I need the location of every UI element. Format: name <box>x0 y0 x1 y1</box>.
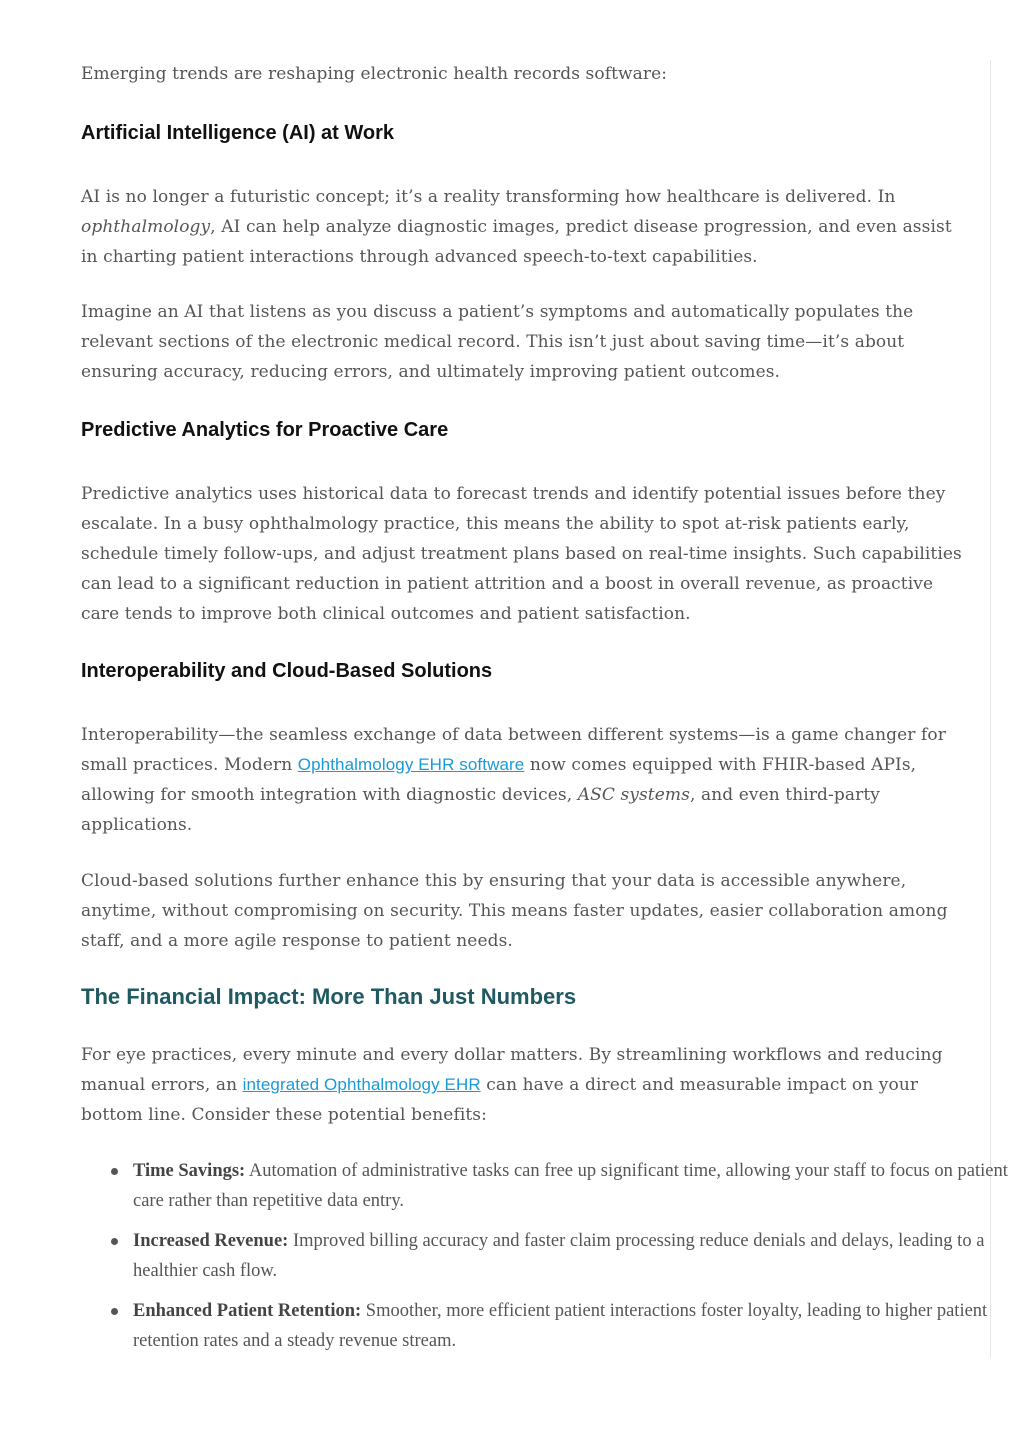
interop-p1-text-cont: now comes equipped with FHIR-based APIs, allowing for smooth integration with diagnostic devices, <box>81 755 917 805</box>
ai-p1-text: AI is no longer a futuristic concept; it’s a reality transforming how healthcare is delivered. In <box>81 187 896 207</box>
benefit-label: Enhanced Patient Retention: <box>133 1301 362 1321</box>
benefit-label: Time Savings: <box>133 1161 246 1181</box>
heading-financial: The Financial Impact: More Than Just Numbers <box>81 984 577 1009</box>
benefit-text: Automation of administrative tasks can free up significant time, allowing your staff to focus on patient care rather than repetitive data entry. <box>133 1161 1008 1211</box>
benefits-list <box>81 1156 1019 1366</box>
ai-p1-text-cont: , AI can help analyze diagnostic images, predict disease progression, and even assist in charting patient interactions through advanced speech-to-text capabilities. <box>81 217 952 267</box>
intro-paragraph: Emerging trends are reshaping electronic health records software: <box>81 64 668 84</box>
integrated-ophthalmology-ehr-link[interactable]: integrated Ophthalmology EHR <box>242 1075 481 1094</box>
bullet-dot-icon <box>111 1238 118 1245</box>
interop-p1-text: Interoperability—the seamless exchange of data between different systems—is a game changer for small practices. Modern <box>81 725 946 775</box>
heading-interop: Interoperability and Cloud-Based Solutions <box>81 660 493 682</box>
benefit-text: Improved billing accuracy and faster claim processing reduce denials and delays, leading to a healthier cash flow. <box>133 1231 985 1281</box>
bullet-dot-icon <box>111 1168 118 1175</box>
bullet-dot-icon <box>111 1308 118 1315</box>
benefit-text: Smoother, more efficient patient interactions foster loyalty, leading to higher patient retention rates and a steady revenue stream. <box>133 1301 988 1351</box>
financial-p1-text: For eye practices, every minute and every dollar matters. By streamlining workflows and reducing manual errors, an <box>81 1045 943 1095</box>
interop-paragraph-1 <box>81 720 967 840</box>
financial-p1-text-cont: can have a direct and measurable impact on your bottom line. Consider these potential benefits: <box>81 1075 919 1125</box>
interop-paragraph-2: Cloud-based solutions further enhance this by ensuring that your data is accessible anywhere, anytime, without compromising on security. This means faster updates, easier collaboration among staff, and a more agile response to patient needs. <box>81 871 948 951</box>
financial-paragraph <box>81 1040 967 1130</box>
heading-ai: Artificial Intelligence (AI) at Work <box>81 122 395 144</box>
ai-paragraph-1 <box>81 182 967 272</box>
ophthalmology-ehr-software-link[interactable]: Ophthalmology EHR software <box>297 755 525 774</box>
list-item <box>133 1296 1019 1356</box>
benefit-label: Increased Revenue: <box>133 1231 289 1251</box>
list-item <box>133 1226 1019 1286</box>
interop-p1-emphasis: ASC systems <box>577 785 690 805</box>
list-item <box>133 1156 1019 1216</box>
ai-paragraph-2: Imagine an AI that listens as you discuss a patient’s symptoms and automatically populates the relevant sections of the electronic medical record. This isn’t just about saving time—it’s about ensuring accuracy, reducing errors, and ultimately improving patient outcomes. <box>81 302 914 382</box>
interop-p1-text-end: , and even third-party applications. <box>81 785 880 835</box>
heading-predictive: Predictive Analytics for Proactive Care <box>81 419 449 441</box>
predictive-paragraph: Predictive analytics uses historical data to forecast trends and identify potential issues before they escalate. In a busy ophthalmology practice, this means the ability to spot at-risk patients early, schedule timely follow-ups, and adjust treatment plans based on real-time insights. Such capabilities can lead to a significant reduction in patient attrition and a boost in overall revenue, as proactive care tends to improve both clinical outcomes and patient satisfaction. <box>81 484 962 624</box>
ai-p1-emphasis: ophthalmology <box>81 217 211 237</box>
